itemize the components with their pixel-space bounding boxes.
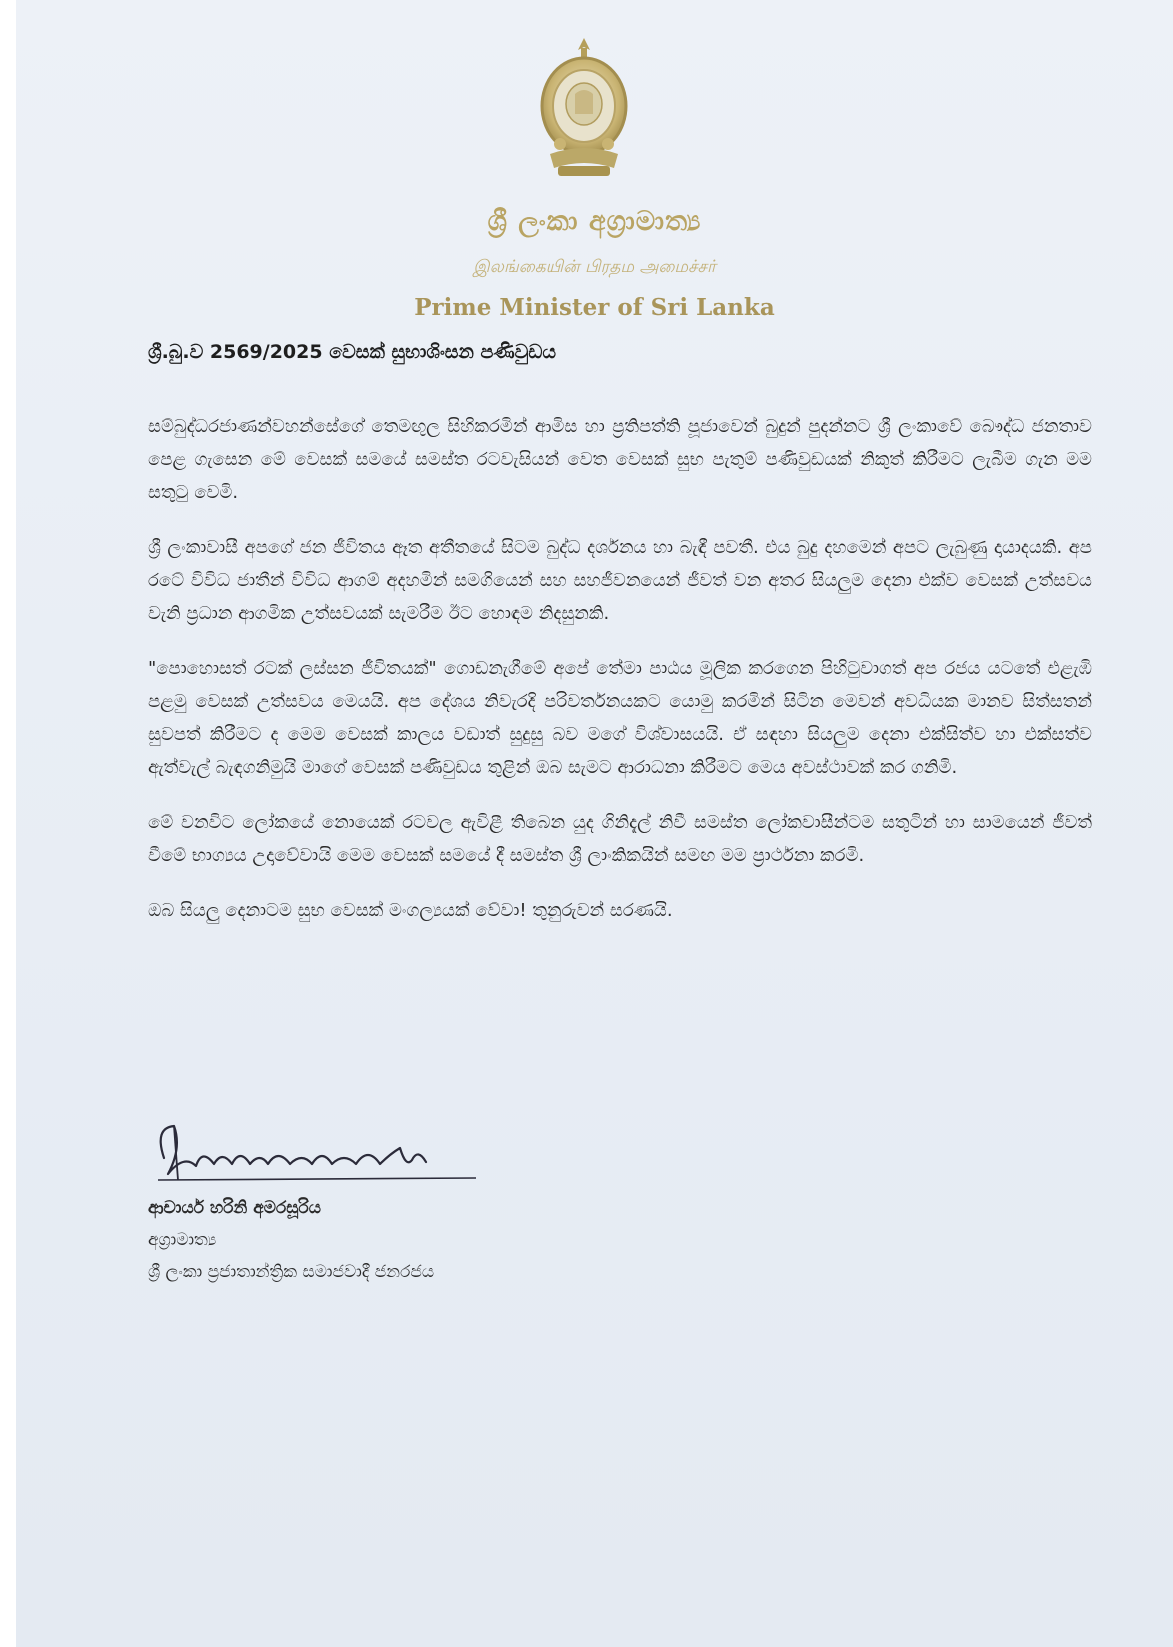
handwritten-signature-icon <box>144 1118 484 1196</box>
sri-lanka-emblem-icon <box>530 34 638 184</box>
signature-block <box>148 1192 434 1288</box>
body-paragraph: මේ වනවිට ලෝකයේ නොයෙක් රටවල ඇවිළී තිබෙන යුද ගිනිදැල් නිවී සමස්ත ලෝකවාසීන්ටම සතුටින් හා සාමයෙන් ජීවත් වීමේ භාග්‍යය උදාවේවායි මෙම වෙසක් සමයේ දී සමස්ත ශ්‍රී ලාංකිකයින් සමඟ මම ප්‍රාර්ථනා කරමි. <box>148 812 1092 866</box>
letter-body <box>148 410 1092 949</box>
signatory-name: ආචාර්ය හරිනි අමරසූරිය <box>148 1198 321 1218</box>
body-paragraph: ශ්‍රී ලංකාවාසී අපගේ ජන ජීවිතය ඈත අතීතයේ සිටම බුද්ධ දර්ශනය හා බැඳී පවතී. එය බුදු දහමෙන් අපට ලැබුණු දායාදයකි. අප රටේ විවිධ ජාතීන් විවිධ ආගම් අදහමින් සමගියෙන් සහ සහජීවනයෙන් ජීවත් වන අතර සියලුම දෙනා එක්ව වෙසක් උත්සවය වැනි ප්‍රධාන ආගමික උත්සවයක් සැමරීම ඊට හොඳම නිදසුනකි. <box>148 537 1092 624</box>
letterhead-title-tamil: இலங்கையின் பிரதம அமைச்சர் <box>473 257 716 277</box>
signatory-state: ශ්‍රී ලංකා ප්‍රජාතාන්ත්‍රික සමාජවාදී ජනරජය <box>148 1262 435 1282</box>
signatory-role: අග්‍රාමාත්‍ය <box>148 1230 217 1250</box>
letterhead-title-english: Prime Minister of Sri Lanka <box>414 294 775 321</box>
letter-page <box>16 0 1173 1647</box>
letterhead-title-sinhala: ශ්‍රී ලංකා අග්‍රාමාත්‍ය <box>487 206 702 237</box>
body-paragraph: "පොහොසත් රටක් ලස්සන ජීවිතයක්" ගොඩනැගීමේ අපේ තේමා පාඨය මූලික කරගෙන පිහිටුවාගත් අප රජය යටතේ එළැඹි පළමු වෙසක් උත්සවය මෙයයි. අප දේශය නිවැරදි පරිවර්තනයකට යොමු කරමින් සිටින මෙවන් අවධියක මානව සිත්සතන් සුවපත් කිරීමට ද මෙම වෙසක් කාලය වඩාත් සුදුසු බව මගේ විශ්වාසයයි. ඒ සඳහා සියලුම දෙනා එක්සිත්ව හා එක්සත්ව ඇත්වැල් බැඳගනිමුයි මාගේ වෙසක් පණිවුඩය තුළින් ඔබ සැමට ආරාධනා කිරීමට මෙය අවස්ථාවක් කර ගනිමි. <box>148 658 1092 778</box>
closing-line: ඔබ සියලු දෙනාටම සුභ වෙසක් මංගල්‍යයක් වේවා! තුනුරුවන් සරණයි. <box>148 900 673 921</box>
letter-subject: ශ්‍රී.බු.ව 2569/2025 වෙසක් සුභාශිංසන පණිවුඩය <box>148 341 557 363</box>
body-paragraph: සම්බුද්ධරජාණන්වහන්සේගේ තෙමඟුල සිහිකරමින් ආමිස හා ප්‍රතිපත්ති පූජාවෙන් බුදුන් පුදන්නට ශ්‍රී ලංකාවේ බෞද්ධ ජනතාව පෙළ ගැසෙන මේ වෙසක් සමයේ සමස්ත රටවැසියන් වෙත වෙසක් සුභ පැතුම් පණිවුඩයක් නිකුත් කිරීමට ලැබීම ගැන මම සතුටු වෙමි. <box>148 416 1092 503</box>
